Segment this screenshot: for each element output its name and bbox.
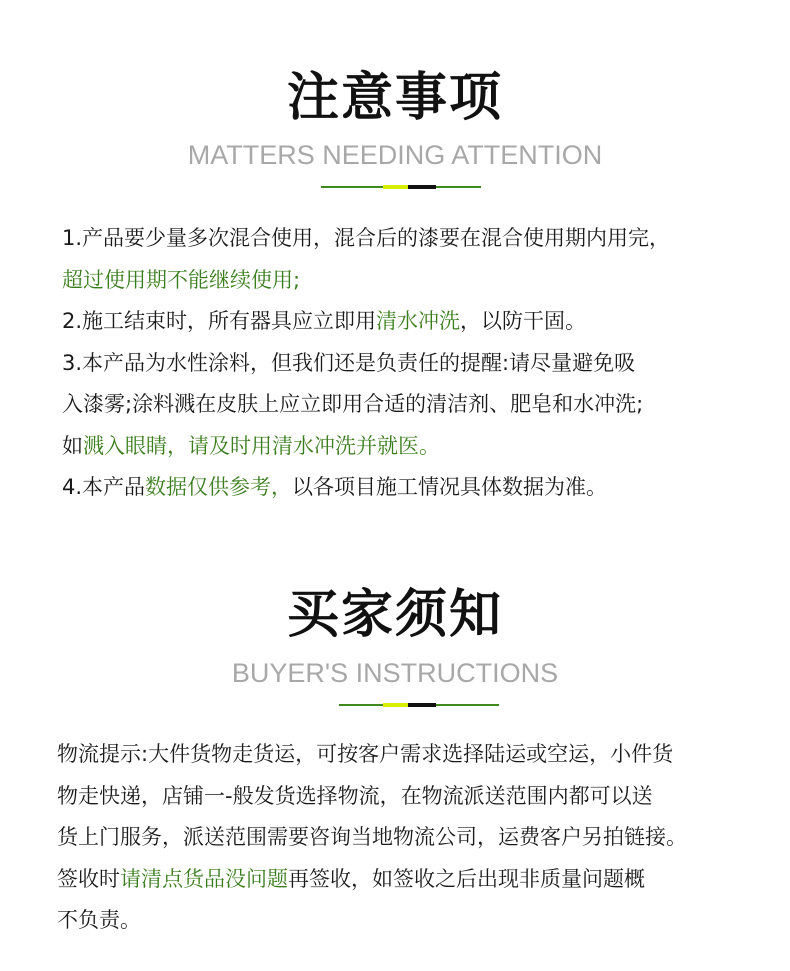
notice-body [62,218,670,509]
body-text-segment: 货上门服务，派送范围需要咨询当地物流公司，运费客户另拍链接。 [57,825,687,849]
buyer-subtitle: BUYER'S INSTRUCTIONS [231,658,559,688]
notice-line [62,384,670,426]
buyer-line [57,776,687,818]
buyer-body [57,734,687,942]
body-text-segment: 4.本产品 [62,475,146,499]
body-text-segment: 签收时 [57,866,120,891]
highlighted-text: 清水冲洗 [376,309,461,333]
buyer-line [57,900,687,942]
body-text-segment: 如 [62,433,83,458]
body-text-segment: 物走快递，店铺一-般发货选择物流，在物流派送范围内都可以送 [57,783,653,808]
notice-subtitle: MATTERS NEEDING ATTENTION [187,140,603,170]
body-text-segment: 不负责。 [57,908,141,932]
highlighted-text: 数据仅供参考， [145,475,293,499]
highlighted-text: 请清点货品没问题 [120,866,288,891]
notice-divider [321,185,481,188]
body-text-segment: 2.施工结束时，所有器具应立即用 [62,309,377,333]
buyer-line [57,817,687,859]
highlighted-text: 溅入眼睛，请及时用清水冲洗并就医。 [83,433,440,458]
notice-line [62,426,670,468]
buyer-line [57,859,687,901]
notice-line [62,467,670,509]
notice-line [62,260,670,302]
notice-title: 注意事项 [286,68,503,128]
notice-line [62,343,670,385]
buyer-divider [339,703,499,706]
body-text-segment: 1.产品要少量多次混合使用，混合后的漆要在混合使用期内用完， [62,226,671,250]
body-text-segment: 物流提示:大件货物走货运，可按客户需求选择陆运或空运，小件货 [57,742,674,766]
body-text-segment: ，以防干固。 [460,309,587,333]
highlighted-text: 超过使用期不能继续使用; [62,267,301,292]
body-text-segment: 再签收，如签收之后出现非质量问题概 [288,866,645,891]
notice-line [62,301,670,343]
notice-line [62,218,670,260]
buyer-line [57,734,687,776]
body-text-segment: 3.本产品为水性涂料，但我们还是负责任的提醒:请尽量避免吸 [62,350,636,375]
body-text-segment: 入漆雾;涂料溅在皮肤上应立即用合适的清洁剂、肥皂和水冲洗; [62,392,644,416]
body-text-segment: 以各项目施工情况具体数据为准。 [292,475,608,499]
buyer-title: 买家须知 [286,585,503,645]
